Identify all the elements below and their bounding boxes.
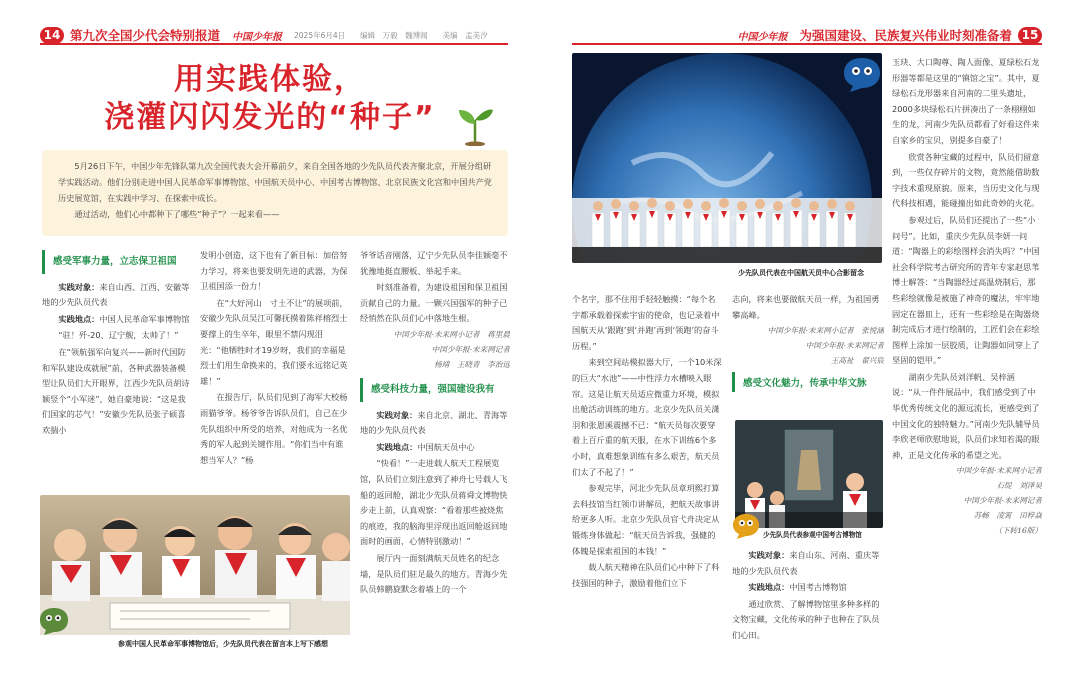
body-paragraph: 爷爷话音刚落，辽宁少先队员李佳颖毫不犹豫地挺直腰板、举起手来。 bbox=[360, 250, 508, 276]
left-column-3 bbox=[360, 248, 510, 653]
newspaper-logo: 中国少年报 bbox=[737, 31, 788, 43]
continued-note: （下转16版） bbox=[994, 526, 1042, 536]
page-number: 15 bbox=[1018, 27, 1042, 44]
body-paragraph: 来到空间站模拟器大厅，一个10米深的巨大“水池”——中性浮力水槽映入眼帘。这是让航天员适应微重力环境，模拟出舱活动训练的地方。北京少先队员关潇羽和张恩溪震撼不已：“航天员每次要穿着上百斤重的航天服，在水下训练6个多小时，真难想象训练有多么艰苦，航天员们太了不起了！” bbox=[572, 357, 722, 477]
section-title-military: 感受军事力量，立志保卫祖国 bbox=[42, 250, 190, 274]
left-column-1 bbox=[42, 248, 190, 492]
right-column-1 bbox=[572, 292, 722, 650]
right-column-2 bbox=[732, 292, 884, 392]
photo-caption: 参观中国人民革命军事博物馆后，少先队员代表在留言本上写下感想 bbox=[118, 640, 328, 648]
byline: 中国少年报·未来网记者 bbox=[805, 341, 884, 351]
byline: 中国少年报·未来网小记者 蒋里晨 bbox=[393, 329, 510, 339]
body-paragraph: 发明小创造，这下也有了新目标：加倍努力学习，将来也要发明先进的武器，为保卫祖国添一份力！ bbox=[200, 250, 348, 292]
body-paragraph: 欣赏各种宝藏的过程中，队员们留意到，一些仅存碎片的文物，竟然能借助数字技术重现原貌。原来，当历史文化与现代科技相遇，能碰撞出如此奇妙的火花。 bbox=[892, 151, 1040, 209]
body-paragraph: 在报告厅，队员们见到了海军大校杨雨猫爷爷。杨爷爷告诉队员们，自己在少先队组织中所受的培养，对他成为一名优秀的军人起到关键作用。“你们当中有谁想当军人？”杨 bbox=[200, 392, 348, 465]
header-meta: 2025年6月4日 编辑 万毅 魏博闻 美编 孟美汐 bbox=[294, 30, 488, 40]
body-paragraph: 展厅内一面刻满航天员姓名的纪念墙，是队员们驻足最久的地方。青海少先队员韩鹏旋默念着墙上的一个 bbox=[360, 552, 508, 595]
byline: 石缇 刘泽昊 bbox=[996, 481, 1042, 491]
practice-place: 实践地点：中国航天员中心 bbox=[376, 441, 475, 452]
section-title-culture: 感受文化魅力，传承中华文脉 bbox=[732, 372, 884, 392]
intro-paragraph: 5月26日下午，中国少年先锋队第九次全国代表大会开幕前夕，来自全国各地的少先队员代表齐聚北京，开展分组研学实践活动。他们分别走进中国人民革命军事博物馆、中国航天员中心、中国考古博物馆、北京民族文化宫和中国共产党历史展览馆，在实践中学习、在探索中成长。 bbox=[58, 161, 492, 203]
practice-target: 实践对象：来自山东、河南、重庆等地的少先队员代表 bbox=[732, 550, 880, 576]
body-paragraph: 参观完毕，河北少先队员章玥熙打算去科技馆当红领巾讲解员，把航天故事讲给更多人听。北京少先队员官弋舟决定从锻炼身体做起：“航天员告诉我，强健的体魄是探索祖国的本钱！” bbox=[572, 483, 720, 556]
byline: 苏畅 凌霄 田梓焱 bbox=[973, 511, 1042, 521]
page-number: 14 bbox=[40, 27, 64, 44]
speech-bubble-icon bbox=[36, 606, 72, 636]
header-title: 第九次全国少代会特别报道 bbox=[70, 28, 221, 43]
body-paragraph: 时刻准备着，为建设祖国和保卫祖国贡献自己的力量。一颗兴国强军的种子已经悄然在队员们心中落地生根。 bbox=[360, 282, 508, 324]
speech-bubble-icon bbox=[730, 512, 762, 540]
military-museum-photo bbox=[40, 495, 350, 635]
right-column-3 bbox=[892, 55, 1042, 651]
byline: 中国少年报·未来网小记者 张悦涵 bbox=[767, 326, 884, 336]
sprout-icon bbox=[455, 102, 495, 146]
body-paragraph: 湖南少先队员刘洋帆、吴梓涵说：“从一件件展品中，我们感受到了中华优秀传统文化的源远流长，更感受到了中国文化的独特魅力。”河南少先队辅导员李欣老师欣慰地说，队员们求知若渴的眼神，正是文化传承的希望之光。 bbox=[892, 371, 1040, 460]
body-paragraph: “快看！”一走进载人航天工程展览馆，队员们立刻注意到了神舟七号载人飞船的返回舱，湖北少先队员蒋舜文博物快步走上前，认真观察：“看着那些被烧焦的痕迹，我的脑海里浮现出返回舱返回地面时的画面，心情特别激动！” bbox=[360, 458, 508, 547]
body-paragraph: 个名字，那不住用手轻轻触摸：“每个名字都承载着探索宇宙的使命，也记录着中国航天从‘跟跑’到‘并跑’再到‘领跑’的奋斗历程。” bbox=[572, 294, 720, 351]
photo-caption: 少先队员代表在中国航天员中心合影留念 bbox=[738, 269, 864, 277]
body-paragraph: “驻！歼-20、辽宁舰，太帅了！” bbox=[58, 330, 179, 341]
body-paragraph: 在“大好河山 寸土不让”的展项前，安徽少先队员吴江可馨抚摸着陈祥榕烈士要撑上的生卒年，眼里不禁闪现泪光：“他牺牲时才19岁呀，我们的幸福是烈士们用生命换来的，我们要永远铭记英雄！” bbox=[200, 297, 348, 386]
intro-box bbox=[42, 150, 508, 236]
byline: 中国少年报·未来网记者 bbox=[963, 496, 1042, 506]
body-paragraph: 通过欣赏、了解博物馆里多种多样的文物宝藏，文化传承的种子也种在了队员们心田。 bbox=[732, 598, 880, 640]
left-column-2 bbox=[200, 248, 350, 492]
photo-caption: 少先队员代表参观中国考古博物馆 bbox=[763, 531, 862, 539]
body-paragraph: 载人航天精神在队员们心中种下了科技强国的种子，激励着他们立下 bbox=[572, 562, 720, 588]
practice-place: 实践地点：中国考古博物馆 bbox=[748, 582, 847, 593]
byline: 王高祉 翟兴宸 bbox=[830, 356, 884, 366]
astronaut-center-photo bbox=[572, 53, 882, 263]
byline: 中国少年报·未来网记者 bbox=[431, 344, 510, 354]
right-column-2-lower bbox=[732, 548, 884, 652]
body-paragraph: 在“领航强军向复兴——新时代国防和军队建设成就展”前，各种武器装备模型让队员们大开眼界，江西少先队员胡诗颖竖个“小军迷”，她自豪地说：“这是我们国家的芯气！”安徽少先队员张子硕喜欢揣小 bbox=[42, 346, 190, 435]
headline-line-2: 浇灌闪闪发光的“种子” bbox=[104, 100, 436, 135]
speech-bubble-icon bbox=[840, 55, 884, 93]
byline: 中国少年报·未来网小记者 bbox=[956, 466, 1042, 476]
headline-line-1: 用实践体验， bbox=[174, 62, 366, 97]
body-paragraph: 志向，将来也要做航天员一样，为祖国勇攀高峰。 bbox=[732, 294, 880, 320]
byline: 杨靖 王晓青 李治远 bbox=[434, 359, 510, 369]
section-title-science: 感受科技力量，强国建设我有 bbox=[360, 378, 510, 402]
practice-target: 实践对象：来自北京、湖北、青海等地的少先队员代表 bbox=[360, 409, 508, 436]
practice-place: 实践地点：中国人民革命军事博物馆 bbox=[58, 313, 190, 324]
left-page-header bbox=[40, 27, 508, 45]
body-paragraph: 玉玦、大口陶尊、陶人面像、夏绿松石龙形器等都是这里的“镇馆之宝”。其中，夏绿松石龙形器来自河南的二里头遗址，2000多块绿松石片拼凑出了一条栩栩如生的龙，河南少先队员都看了好看这件来自家乡的宝贝，别提多自豪了！ bbox=[892, 57, 1040, 145]
newspaper-logo: 中国少年报 bbox=[232, 31, 283, 43]
right-page bbox=[540, 0, 1080, 684]
practice-target: 实践对象：来自山西、江西、安徽等地的少先队员代表 bbox=[42, 281, 190, 308]
header-title: 为强国建设、民族复兴伟业时刻准备着 bbox=[799, 28, 1012, 43]
body-paragraph: 参观过后，队员们还提出了一些“小问号”。比如，重庆少先队员李妍一问道：“陶器上的彩绘图样会消失吗？”中国社会科学院考古研究所的青年专家赵思苇博士解答：“当陶器经过高温烧制后，那些彩绘就像是被施了神奇的魔法，牢牢地固定在器皿上，还有一些彩绘是在陶器烧制完成后才进行绘制的，工匠们会在彩绘图样上涂加一层胶质，让陶器如同穿上了坚固的铠甲。” bbox=[892, 214, 1040, 366]
right-page-header bbox=[572, 27, 1042, 45]
intro-paragraph: 通过活动，他们心中都种下了哪些“种子”？一起来看—— bbox=[74, 209, 280, 219]
